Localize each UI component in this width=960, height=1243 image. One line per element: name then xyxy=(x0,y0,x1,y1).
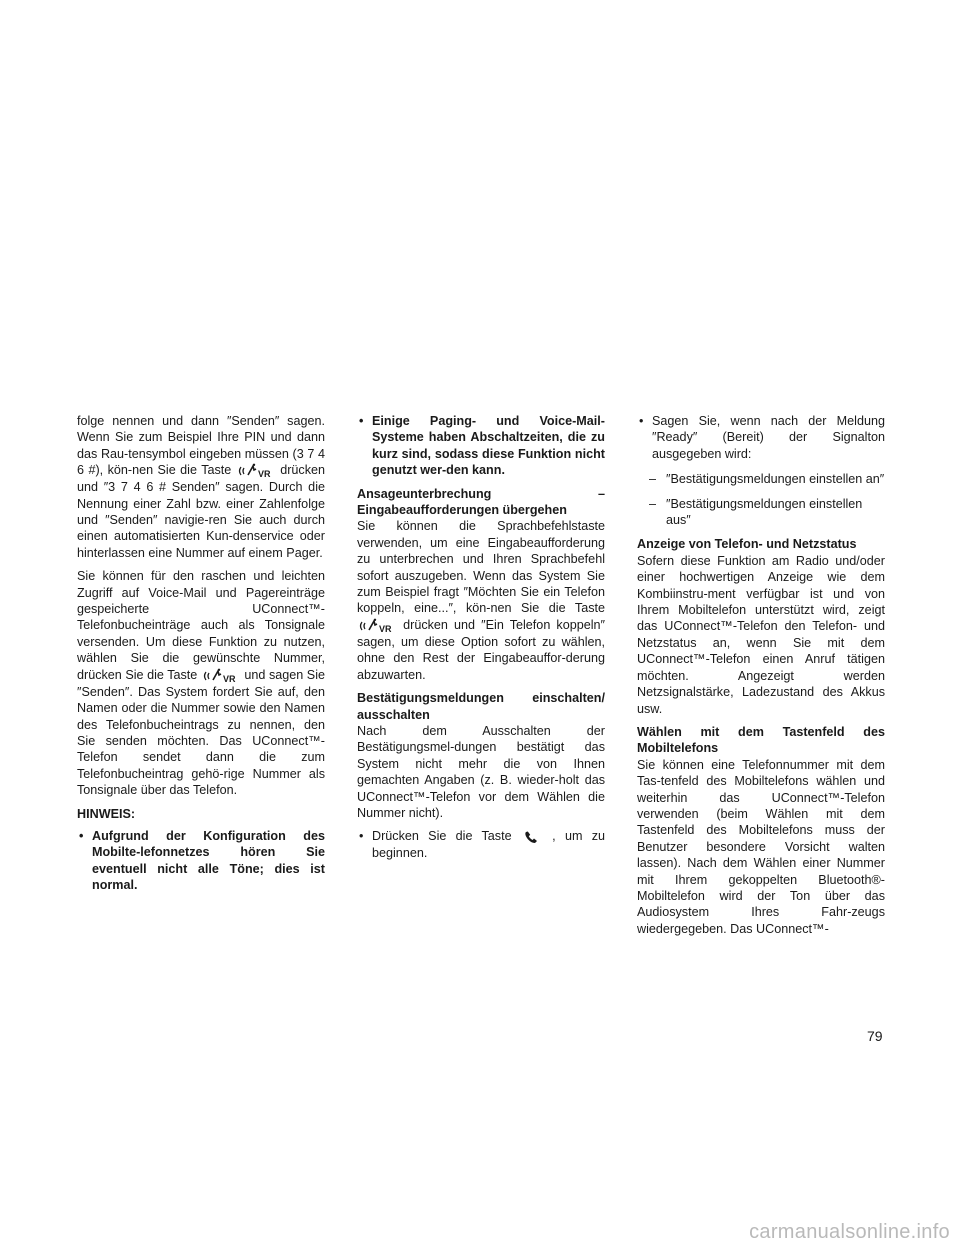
note-heading: HINWEIS: xyxy=(77,806,136,821)
column-3 xyxy=(637,413,885,944)
section-heading: Wählen mit dem Tastenfeld des Mobiltelefons xyxy=(637,724,885,756)
paragraph: Nach dem Ausschalten der Bestätigungsmel-dungen bestätigt das System nicht mehr die von Ihnen gemachten Angaben (z. B. wieder-holt das UConnect™-Telefon vor dem Wählen die Nummer nicht). xyxy=(357,723,605,820)
bullet-dot: • xyxy=(359,829,364,844)
dash-item: – ″Bestätigungsmeldungen einstellen aus″ xyxy=(649,496,863,528)
voice-recognition-icon xyxy=(203,668,239,684)
bullet-dot: • xyxy=(639,414,644,428)
svg-text:VR: VR xyxy=(379,623,392,634)
column-2 xyxy=(357,413,605,868)
paragraph: Sie können für den raschen und leichten Zugriff auf Voice-Mail und Pagereinträge gespeicherte UConnect™-Telefonbucheinträge auch als Tonsignale versenden. Um diese Funktion zu nutzen, wählen Sie die gewünschte Nummer, drücken Sie die Taste VR und sagen Sie ″Senden″. Das System fordert Sie auf, den Namen oder die Nummer sowie den Namen des Telefonbucheintrags zu nennen, den Sie senden möchten. Das UConnect™-Telefon sendet dann die zum Telefonbucheintrag gehö-rige Nummer als Tonsignale über das Telefon. xyxy=(77,569,326,798)
bullet-dot: • xyxy=(79,828,84,843)
section-heading: Ansageunterbrechung – Eingabeaufforderungen übergehen xyxy=(357,486,605,518)
dash-item: – ″Bestätigungsmeldungen einstellen an″ xyxy=(649,472,885,487)
phone-icon xyxy=(523,830,541,844)
section-heading: Anzeige von Telefon- und Netzstatus xyxy=(637,537,857,552)
svg-text:VR: VR xyxy=(257,469,271,480)
paragraph: Sie können die Sprachbefehlstaste verwenden, um eine Eingabeaufforderung zu unterbrechen und Ihren Sprachbefehl sofort auszugeben. Wenn das System Sie zum Beispiel fragt ″Möchten Sie ein Telefon koppeln, eine...″, kön-nen Sie die Taste VR drücken und ″Ein Telefon koppeln″ sagen, um diese Option sofort zu wählen, ohne den Rest der Eingabeauffor-derung abzuwarten. xyxy=(357,519,606,682)
column-1 xyxy=(77,413,325,901)
paragraph: Sofern diese Funktion am Radio und/oder einer hochwertigen Anzeige wie dem Kombiinstru-ment verfügbar ist und von Ihrem Mobiltelefon unterstützt wird, zeigt das UConnect™-Telefon den Telefon- und Netzstatus an, wenn Sie mit dem UConnect™-Telefon einen Anruf tätigen möchten. Angezeigt werden Netzsignalstärke, Ladezustand des Akkus usw. xyxy=(637,553,885,716)
dash-mark: – xyxy=(649,472,657,487)
paragraph: folge nennen und dann ″Senden″ sagen. Wenn Sie zum Beispiel Ihre PIN und dann das Rau-tensymbol eingeben müssen (3 7 4 6 #), kön-nen Sie die Taste VR drücken und ″3 7 4 6 # Senden″ sagen. Durch die Nennung einer Zahl bzw. einer Zahlenfolge und ″Senden″ navigie-ren Sie auch durch einen automatisierten Kun-denservice oder hinterlassen eine Nummer auf einem Pager. xyxy=(77,414,326,560)
voice-recognition-icon xyxy=(238,463,274,479)
bullet-dot: • xyxy=(359,414,364,428)
svg-text:VR: VR xyxy=(222,673,236,684)
note-bullet: • Aufgrund der Konfiguration des Mobilte-lefonnetzes hören Sie eventuell nicht alle Töne; dies ist normal. xyxy=(79,828,325,893)
warning-bullet: • Einige Paging- und Voice-Mail-Systeme haben Abschaltzeiten, die zu kurz sind, sodass diese Funktion nicht genutzt wer-den kann. xyxy=(359,414,605,478)
paragraph: Sie können eine Telefonnummer mit dem Tas-tenfeld des Mobiltelefons wählen und weiterhin das UConnect™-Telefon verwenden (beim Wählen mit dem Tastenfeld des Mobiltelefons muss der Benutzer besondere Vorsicht walten lassen). Nach dem Wählen einer Nummer mit Ihrem gekoppelten Bluetooth®-Mobiltelefon wird der Ton über das Audiosystem Ihres Fahr-zeugs wiedergegeben. Das UConnect™- xyxy=(637,757,885,936)
watermark: carmanualsonline.info xyxy=(749,1220,950,1243)
section-heading: Bestätigungsmeldungen einschalten/ ausschalten xyxy=(357,691,605,722)
voice-recognition-icon xyxy=(359,618,395,634)
instruction-bullet: • Sagen Sie, wenn nach der Meldung ″Ready″ (Bereit) der Signalton ausgegeben wird: xyxy=(639,414,885,461)
page-number: 79 xyxy=(867,1028,883,1044)
dash-mark: – xyxy=(649,496,657,511)
instruction-bullet: • Drücken Sie die Taste , um zu beginnen. xyxy=(359,829,606,860)
